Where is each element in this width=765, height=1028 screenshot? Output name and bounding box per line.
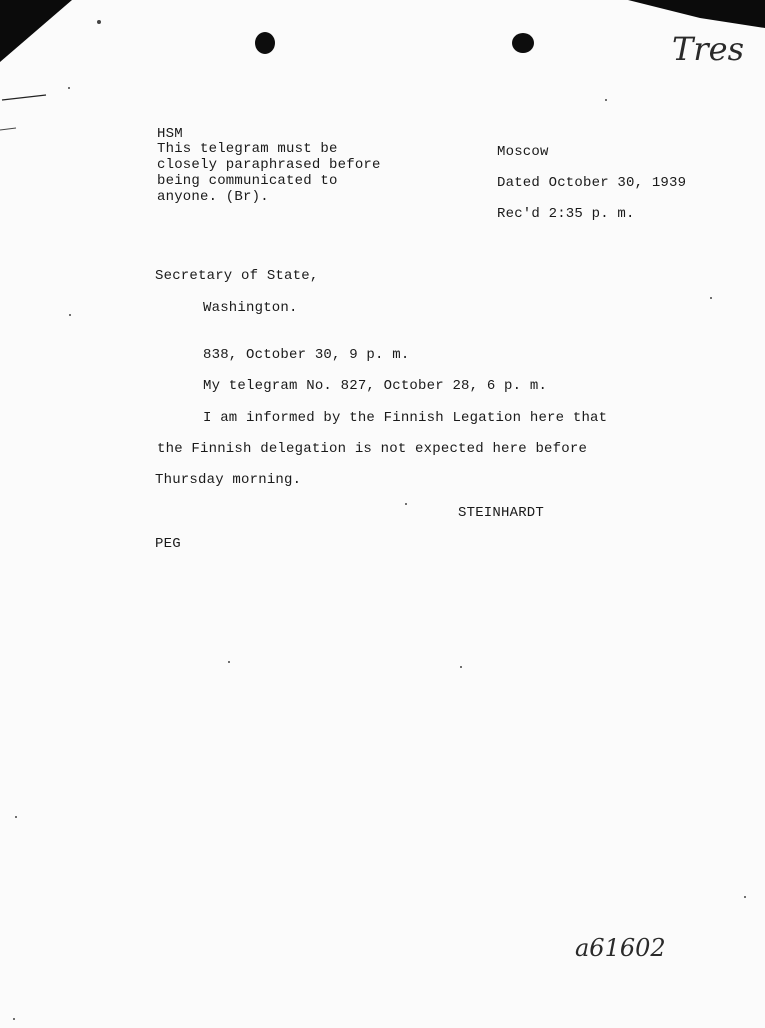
routing-code: HSM (157, 126, 183, 142)
speck (605, 99, 607, 101)
file-number: a61602 (575, 934, 666, 962)
margin-mark (0, 128, 16, 130)
origin-city: Moscow (497, 144, 549, 160)
notice-line: closely paraphrased before (157, 157, 381, 173)
speck (97, 20, 101, 24)
handwritten-note: Tres (672, 30, 744, 68)
punch-hole-right (512, 33, 534, 53)
reference-line: My telegram No. 827, October 28, 6 p. m. (203, 378, 548, 394)
speck (460, 666, 462, 668)
body-line: the Finnish delegation is not expected here before (157, 441, 588, 457)
recipient: Secretary of State, (155, 268, 319, 284)
speck (710, 297, 712, 299)
signature: STEINHARDT (458, 505, 545, 521)
date-sent: Dated October 30, 1939 (497, 175, 687, 191)
top-right-corner-shadow (628, 0, 765, 28)
recipient-city: Washington. (203, 300, 298, 316)
speck (13, 1018, 15, 1020)
initials: PEG (155, 536, 181, 552)
speck (68, 87, 70, 89)
speck (405, 503, 407, 505)
speck (69, 314, 71, 316)
date-received: Rec'd 2:35 p. m. (497, 206, 635, 222)
margin-mark (2, 95, 46, 100)
body-line: Thursday morning. (155, 472, 302, 488)
top-left-corner-shadow (0, 0, 72, 62)
notice-line: anyone. (Br). (157, 189, 269, 205)
speck (15, 816, 17, 818)
speck (744, 896, 746, 898)
punch-hole-left (255, 32, 275, 54)
notice-line: This telegram must be (157, 141, 338, 157)
notice-line: being communicated to (157, 173, 338, 189)
telegram-number: 838, October 30, 9 p. m. (203, 347, 410, 363)
body-line: I am informed by the Finnish Legation here that (203, 410, 608, 426)
speck (228, 661, 230, 663)
